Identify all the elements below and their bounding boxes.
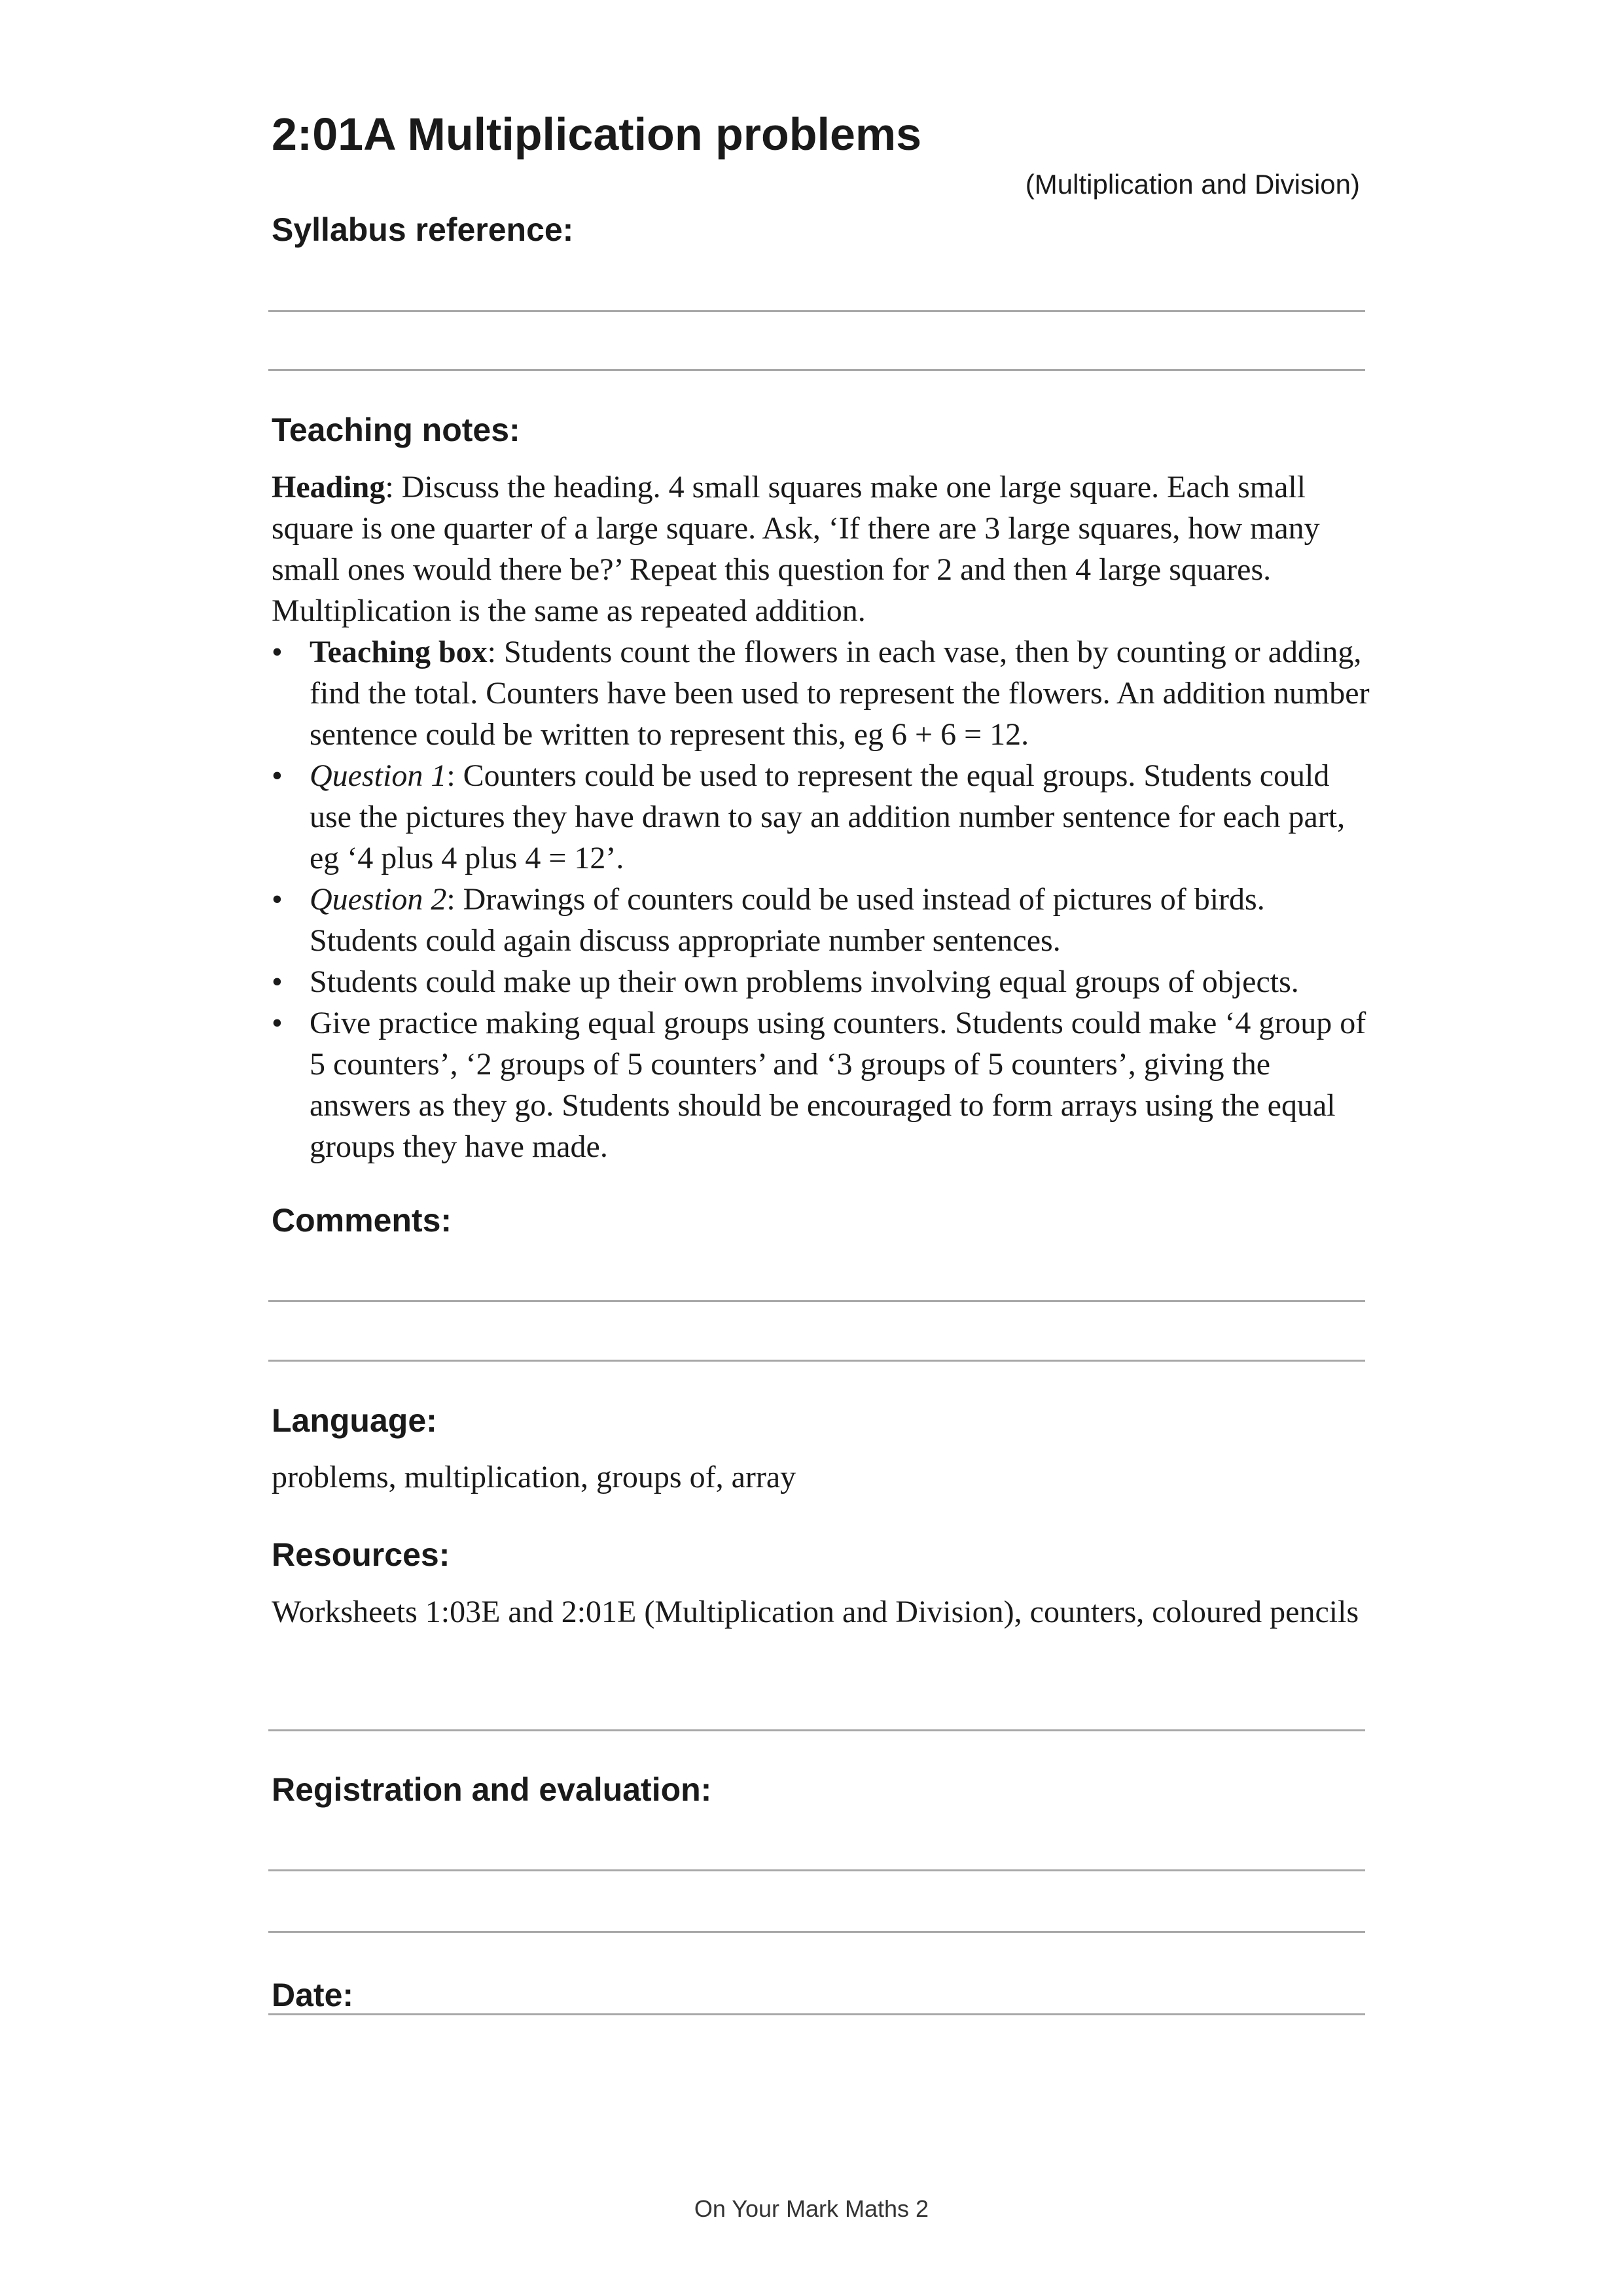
bullet-label: Question 2 <box>310 882 447 917</box>
date-line <box>268 2013 1365 2015</box>
page-title: 2:01A Multiplication problems <box>272 109 922 160</box>
resources-text: Worksheets 1:03E and 2:01E (Multiplication and Division), counters, coloured pencils <box>272 1595 1359 1629</box>
intro-label: Heading <box>272 470 385 504</box>
resources-heading: Resources: <box>272 1536 450 1573</box>
date-heading: Date: <box>272 1977 354 2013</box>
teaching-notes-heading: Teaching notes: <box>272 412 520 448</box>
comments-line-2 <box>268 1360 1365 1362</box>
resources-line <box>268 1729 1365 1731</box>
registration-line-2 <box>268 1931 1365 1933</box>
page-subtitle: (Multiplication and Division) <box>1025 169 1360 200</box>
bullet-label: Teaching box <box>310 635 488 669</box>
list-item <box>272 879 1371 961</box>
teaching-notes-body <box>272 467 1371 1167</box>
language-text: problems, multiplication, groups of, array <box>272 1460 796 1494</box>
bullet-text: Give practice making equal groups using counters. Students could make ‘4 group of 5 counters’, ‘2 groups of 5 counters’ and ‘3 groups of 5 counters’, giving the answers as they go. Students should be encouraged to form arrays using the equal groups they have made. <box>310 1006 1366 1164</box>
intro-text: : Discuss the heading. 4 small squares make one large square. Each small square is one quarter of a large square. Ask, ‘If there are 3 large squares, how many small ones would there be?’ Repeat this question for 2 and then 4 large squares. Multiplication is the same as repeated addition. <box>272 470 1320 628</box>
bullet-icon: • <box>272 758 283 793</box>
list-item <box>272 755 1371 879</box>
list-item <box>272 631 1371 755</box>
syllabus-line-2 <box>268 369 1365 371</box>
bullet-icon: • <box>272 1006 283 1040</box>
bullet-text: : Counters could be used to represent the equal groups. Students could use the pictures they have drawn to say an addition number sentence for each part, eg ‘4 plus 4 plus 4 = 12’. <box>310 758 1346 875</box>
registration-heading: Registration and evaluation: <box>272 1771 712 1808</box>
syllabus-heading: Syllabus reference: <box>272 211 574 248</box>
syllabus-line-1 <box>268 310 1365 312</box>
bullet-text: : Students count the flowers in each vase, then by counting or adding, find the total. Counters have been used to represent the flowers. An addition number sentence could be written to represent this, eg 6 + 6 = 12. <box>310 635 1370 752</box>
bullet-text: Students could make up their own problems involving equal groups of objects. <box>310 964 1299 999</box>
teaching-notes-intro <box>272 467 1371 631</box>
list-item <box>272 1002 1371 1167</box>
page-footer: On Your Mark Maths 2 <box>694 2195 929 2222</box>
registration-line-1 <box>268 1869 1365 1871</box>
comments-heading: Comments: <box>272 1202 452 1239</box>
comments-line-1 <box>268 1300 1365 1302</box>
language-heading: Language: <box>272 1402 437 1439</box>
bullet-icon: • <box>272 964 283 999</box>
bullet-text: : Drawings of counters could be used instead of pictures of birds. Students could again discuss appropriate number sentences. <box>310 882 1265 958</box>
bullet-icon: • <box>272 635 283 669</box>
bullet-label: Question 1 <box>310 758 447 793</box>
teaching-notes-list <box>272 631 1371 1167</box>
bullet-icon: • <box>272 882 283 917</box>
list-item <box>272 961 1371 1002</box>
